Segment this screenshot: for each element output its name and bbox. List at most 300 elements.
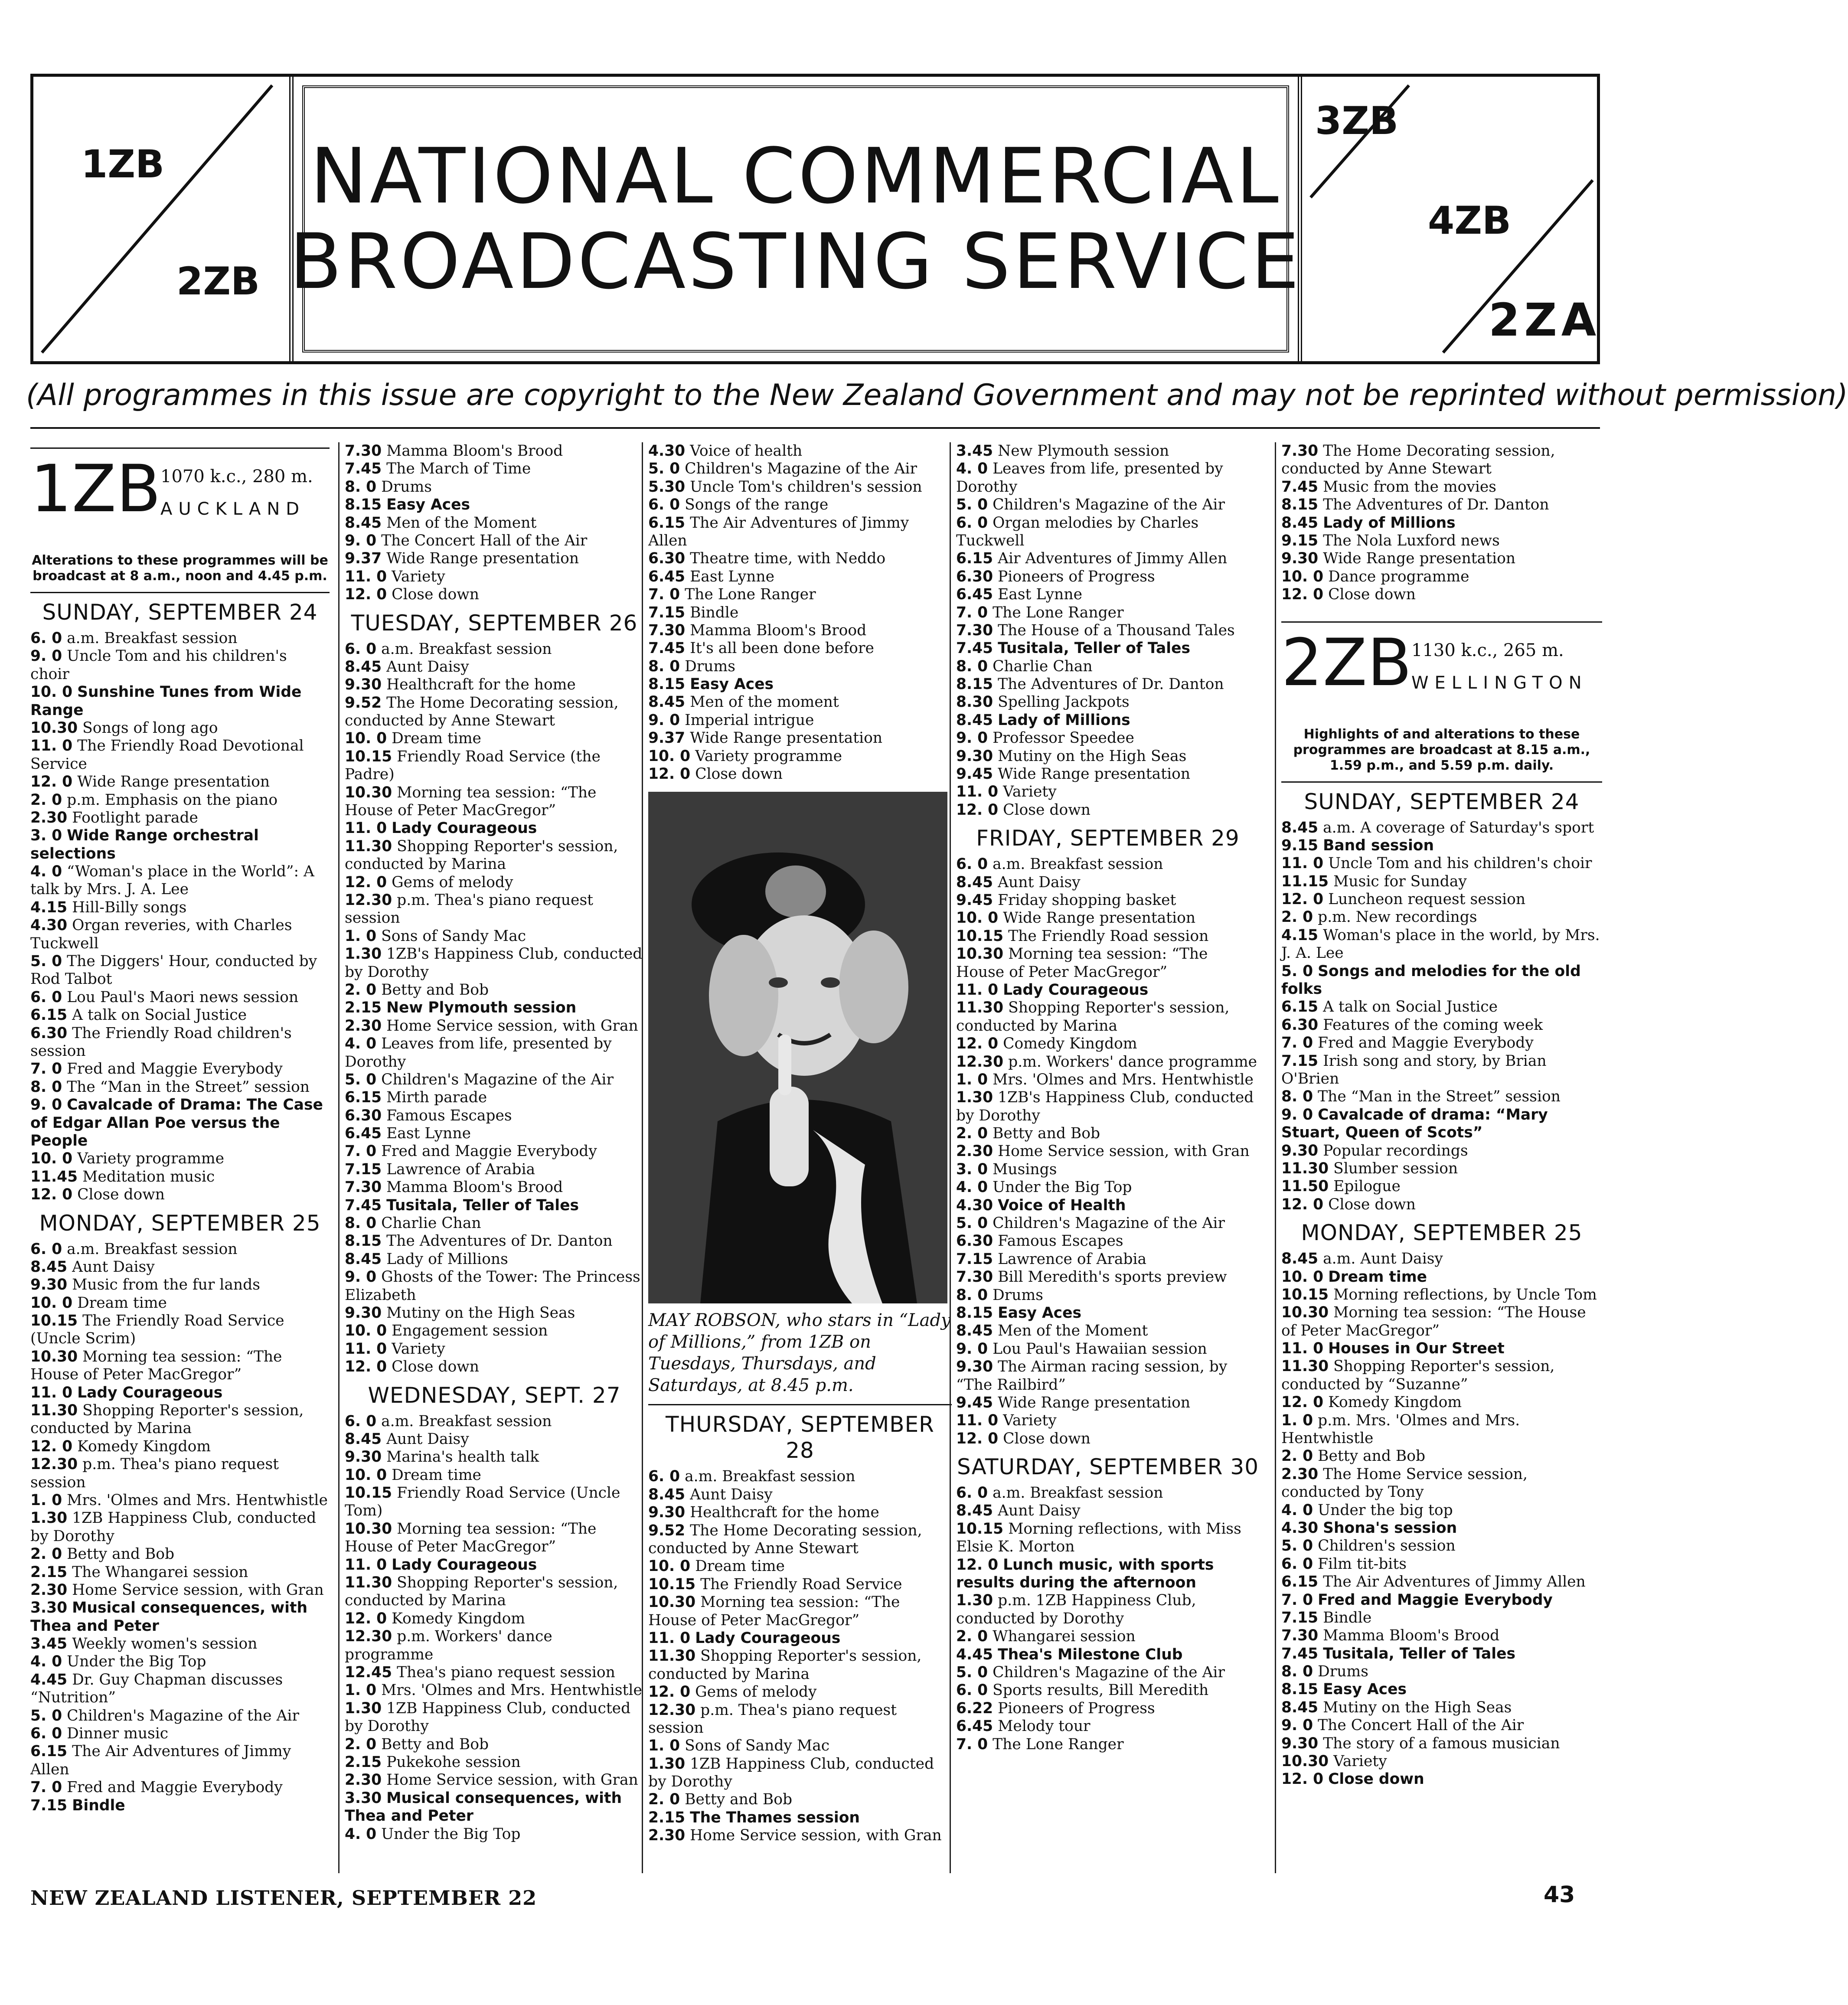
programme-entry — [956, 856, 1260, 873]
programme-entry — [648, 460, 952, 478]
programme-title: Children's Magazine of the Air — [993, 496, 1225, 514]
programme-entry — [30, 809, 330, 827]
programme-entry — [956, 1700, 1260, 1718]
programme-time: 8.45 — [956, 1502, 993, 1520]
programme-time: 1.30 — [956, 1089, 993, 1107]
programme-title: Friendly Road Service (the Padre) — [345, 748, 601, 784]
programme-title: Dinner music — [67, 1725, 169, 1743]
programme-time: 12.45 — [345, 1664, 392, 1681]
programme-entry — [30, 917, 330, 953]
programme-time: 6.15 — [1281, 998, 1319, 1016]
programme-time: 4. 0 — [30, 1653, 62, 1671]
programme-time: 11. 0 — [956, 783, 999, 801]
programme-entry — [956, 1718, 1260, 1735]
divider — [1281, 781, 1602, 783]
programme-entry — [345, 676, 644, 694]
programme-title: Easy Aces — [690, 676, 774, 693]
programme-time: 8. 0 — [1281, 1088, 1313, 1106]
column-2 — [338, 442, 644, 1873]
programme-time: 2.30 — [648, 1827, 686, 1845]
programme-entry — [1281, 442, 1602, 478]
column-3 — [642, 442, 952, 1873]
programme-time: 11. 0 — [648, 1629, 691, 1647]
programme-entry — [345, 1161, 644, 1179]
programme-title: Mutiny on the High Seas — [998, 747, 1187, 765]
programme-time: 2.15 — [345, 999, 382, 1017]
programme-entry — [345, 694, 644, 730]
programme-title: The Adventures of Dr. Danton — [998, 676, 1224, 693]
programme-title: Air Adventures of Jimmy Allen — [998, 550, 1228, 568]
programme-entry — [345, 927, 644, 945]
programme-time: 9.30 — [1281, 1142, 1319, 1159]
programme-time: 8. 0 — [345, 1215, 377, 1232]
programme-time: 2.30 — [345, 1771, 382, 1789]
programme-title: Thea's Milestone Club — [998, 1646, 1183, 1663]
programme-entry — [345, 1071, 644, 1089]
programme-time: 4. 0 — [345, 1825, 377, 1843]
programme-entry — [345, 730, 644, 748]
programme-title: The Nola Luxford news — [1323, 532, 1500, 549]
programme-title: Footlight parade — [72, 809, 198, 826]
programme-entry — [345, 1215, 644, 1232]
programme-title: Betty and Bob — [993, 1125, 1100, 1143]
programme-time: 5. 0 — [648, 460, 680, 478]
programme-title: Under the Big Top — [381, 1825, 521, 1843]
programme-title: Aunt Daisy — [386, 658, 469, 676]
programme-time: 12. 0 — [956, 1430, 999, 1447]
programme-time: 12. 0 — [345, 873, 387, 891]
programme-time: 7.30 — [956, 621, 993, 639]
page-number: 43 — [1544, 1882, 1575, 1908]
schedule-list — [648, 442, 952, 783]
programme-entry — [956, 604, 1260, 622]
programme-time: 6.45 — [648, 568, 686, 585]
programme-time: 2.30 — [30, 809, 68, 826]
programme-title: Musical consequences, with Thea and Peter — [345, 1789, 622, 1825]
programme-title: Songs of the range — [685, 496, 829, 514]
programme-entry — [956, 550, 1260, 568]
programme-entry — [1281, 1663, 1602, 1681]
programme-time: 4. 0 — [956, 1179, 988, 1196]
programme-entry — [1281, 1519, 1602, 1537]
programme-time: 6. 0 — [648, 496, 680, 514]
programme-entry — [1281, 550, 1602, 568]
programme-entry — [648, 1522, 952, 1558]
programme-time: 7.15 — [1281, 1052, 1319, 1070]
programme-time: 12. 0 — [956, 801, 999, 819]
programme-time: 8.45 — [956, 873, 993, 891]
programme-title: Houses in Our Street — [1328, 1340, 1505, 1358]
station-note: Alterations to these programmes will be broadcast at 8 a.m., noon and 4.45 p.m. — [32, 553, 328, 584]
programme-title: The Friendly Road children's session — [30, 1024, 292, 1060]
programme-time: 12.30 — [345, 891, 392, 909]
programme-entry — [956, 1628, 1260, 1646]
programme-time: 10. 0 — [30, 1294, 73, 1312]
programme-time: 12. 0 — [1281, 1394, 1324, 1411]
programme-title: Men of the Moment — [386, 514, 537, 532]
programme-time: 2. 0 — [956, 1125, 988, 1143]
programme-title: Aunt Daisy — [72, 1258, 155, 1276]
programme-time: 6.30 — [956, 568, 993, 585]
programme-time: 11.30 — [345, 837, 392, 855]
programme-title: 1ZB Happiness Club, conducted by Dorothy — [30, 1509, 317, 1545]
programme-title: Children's Magazine of the Air — [381, 1071, 614, 1088]
programme-time: 8.15 — [1281, 496, 1319, 514]
programme-entry — [30, 1797, 330, 1815]
programme-title: Morning tea session: “The House of Peter MacGregor” — [956, 945, 1208, 981]
programme-title: Thea's piano request session — [397, 1664, 615, 1681]
programme-entry — [1281, 1052, 1602, 1088]
programme-entry — [345, 1035, 644, 1071]
station-city: WELLINGTON — [1411, 673, 1588, 693]
programme-entry — [345, 1664, 644, 1682]
programme-entry — [956, 1412, 1260, 1430]
programme-time: 4.45 — [30, 1671, 68, 1688]
programme-entry — [1281, 1088, 1602, 1106]
programme-title: Easy Aces — [1323, 1681, 1407, 1698]
programme-entry — [345, 838, 644, 874]
programme-time: 10.15 — [956, 927, 1004, 945]
programme-title: The Friendly Road Service (Uncle Scrim) — [30, 1312, 284, 1348]
programme-title: The Airman racing session, by “The Railbird” — [956, 1358, 1228, 1394]
programme-time: 1. 0 — [345, 1682, 377, 1699]
programme-entry — [345, 1520, 644, 1556]
programme-title: Band session — [1323, 836, 1434, 854]
programme-time: 8.15 — [345, 1232, 382, 1250]
station-4zb-label: 4ZB — [1428, 198, 1512, 243]
programme-time: 5. 0 — [30, 953, 62, 970]
programme-title: Komedy Kingdom — [392, 1610, 526, 1627]
programme-time: 11. 0 — [956, 981, 999, 999]
programme-title: Variety — [1003, 783, 1057, 801]
programme-time: 12. 0 — [1281, 1195, 1324, 1213]
programme-time: 10.30 — [1281, 1753, 1329, 1770]
programme-entry — [345, 586, 644, 604]
programme-entry — [648, 442, 952, 460]
programme-entry — [345, 1448, 644, 1466]
programme-entry — [345, 1574, 644, 1610]
programme-title: Aunt Daisy — [690, 1486, 773, 1503]
programme-entry — [956, 460, 1260, 496]
programme-title: Dr. Guy Chapman discusses “Nutrition” — [30, 1671, 283, 1707]
programme-time: 7.30 — [345, 442, 382, 460]
day-heading: MONDAY, SEPTEMBER 25 — [39, 1210, 321, 1236]
programme-entry — [956, 676, 1260, 693]
programme-time: 8.45 — [30, 1258, 68, 1276]
programme-time: 3.30 — [30, 1599, 68, 1617]
programme-entry — [648, 1755, 952, 1791]
programme-title: Wide Range presentation — [1323, 550, 1516, 568]
programme-time: 2.15 — [345, 1753, 382, 1771]
programme-entry — [345, 891, 644, 927]
programme-time: 7. 0 — [30, 1060, 62, 1078]
programme-entry — [1281, 1591, 1602, 1609]
station-frequency: 1130 k.c., 265 m. — [1411, 640, 1564, 660]
programme-title: Famous Escapes — [998, 1232, 1123, 1250]
programme-title: Pioneers of Progress — [998, 1699, 1155, 1717]
programme-entry — [1281, 1106, 1602, 1142]
programme-entry — [30, 827, 330, 863]
day-heading: SATURDAY, SEPTEMBER 30 — [957, 1454, 1259, 1480]
programme-time: 1. 0 — [30, 1491, 62, 1509]
programme-time: 4. 0 — [345, 1035, 377, 1053]
programme-entry — [30, 630, 330, 647]
programme-entry — [648, 640, 952, 657]
programme-time: 9.30 — [1281, 550, 1319, 568]
programme-entry — [648, 658, 952, 676]
programme-title: Mutiny on the High Seas — [1323, 1698, 1512, 1716]
programme-entry — [1281, 1268, 1602, 1286]
programme-time: 7.45 — [345, 460, 382, 478]
programme-title: Music from the fur lands — [72, 1276, 260, 1294]
programme-entry — [956, 1287, 1260, 1304]
programme-title: Sports results, Bill Meredith — [993, 1682, 1209, 1699]
programme-entry — [30, 1653, 330, 1671]
programme-title: p.m. Mrs. 'Olmes and Mrs. Hentwhistle — [1281, 1411, 1520, 1447]
programme-entry — [345, 460, 644, 478]
programme-title: The Home Decorating session, conducted by Anne Stewart — [648, 1522, 922, 1557]
programme-entry — [1281, 908, 1602, 926]
programme-time: 6. 0 — [30, 630, 62, 647]
programme-entry — [956, 1071, 1260, 1089]
programme-title: Close down — [695, 765, 783, 783]
programme-entry — [956, 1664, 1260, 1682]
programme-title: Bindle — [72, 1796, 125, 1814]
programme-title: Lawrence of Arabia — [998, 1250, 1147, 1268]
programme-time: 7.30 — [1281, 442, 1319, 460]
programme-title: Mirth parade — [386, 1089, 487, 1107]
programme-time: 7.45 — [648, 640, 686, 657]
programme-entry — [956, 442, 1260, 460]
programme-time: 9.45 — [956, 1394, 993, 1411]
programme-entry — [345, 568, 644, 586]
programme-entry — [956, 1430, 1260, 1448]
programme-title: Close down — [392, 586, 480, 604]
programme-time: 11. 0 — [345, 1340, 387, 1358]
programme-title: Cavalcade of Drama: The Case of Edgar Allan Poe versus the People — [30, 1096, 323, 1149]
programme-title: Shopping Reporter's session, conducted by Marina — [30, 1402, 304, 1437]
programme-time: 8.45 — [345, 1430, 382, 1448]
programme-entry — [30, 1725, 330, 1743]
programme-time: 7. 0 — [956, 1735, 988, 1753]
programme-title: Leaves from life, presented by Dorothy — [345, 1035, 612, 1071]
programme-time: 5. 0 — [956, 1215, 988, 1232]
programme-title: Drums — [685, 657, 735, 675]
programme-time: 11. 0 — [30, 737, 73, 755]
programme-title: A talk on Social Justice — [72, 1006, 247, 1024]
programme-title: Lunch music, with sports results during the afternoon — [956, 1556, 1214, 1592]
programme-entry — [956, 1143, 1260, 1160]
programme-entry — [345, 496, 644, 514]
programme-time: 10. 0 — [956, 909, 999, 927]
programme-title: Men of the Moment — [998, 1322, 1148, 1340]
programme-time: 10.15 — [648, 1575, 696, 1593]
photo-caption: MAY ROBSON, who stars in “Lady of Millions,” from 1ZB on Tuesdays, Thursdays, and Saturdays, at 8.45 p.m. — [648, 1310, 951, 1396]
programme-time: 9.37 — [648, 729, 686, 747]
programme-entry — [345, 820, 644, 837]
programme-entry — [30, 1402, 330, 1438]
programme-title: The Air Adventures of Jimmy Allen — [1323, 1573, 1586, 1591]
programme-entry — [1281, 1412, 1602, 1448]
programme-time: 9.37 — [345, 550, 382, 568]
programme-entry — [648, 1486, 952, 1504]
programme-entry — [956, 1197, 1260, 1215]
schedule-list — [345, 442, 644, 1843]
schedule-list — [648, 1411, 952, 1845]
programme-entry — [1281, 1627, 1602, 1645]
programme-title: The Home Decorating session, conducted by Anne Stewart — [345, 694, 619, 730]
programme-time: 11. 0 — [345, 1556, 387, 1574]
programme-title: The House of a Thousand Tales — [998, 621, 1235, 639]
programme-time: 6.30 — [648, 550, 686, 568]
programme-entry — [956, 496, 1260, 514]
programme-title: Marina's health talk — [386, 1448, 539, 1466]
programme-entry — [345, 1682, 644, 1699]
programme-entry — [1281, 927, 1602, 963]
copyright-notice: (All programmes in this issue are copyright to the New Zealand Government and may not be reprinted without permission) — [26, 378, 1848, 412]
programme-entry — [30, 1258, 330, 1276]
programme-time: 9.52 — [345, 694, 382, 712]
programme-entry — [345, 1358, 644, 1376]
programme-entry — [648, 1683, 952, 1701]
programme-time: 12.30 — [956, 1053, 1004, 1071]
programme-title: p.m. Workers' dance programme — [345, 1628, 552, 1663]
programme-title: Melody tour — [998, 1718, 1091, 1735]
day-heading: THURSDAY, SEPTEMBER 28 — [666, 1412, 934, 1463]
programme-entry — [30, 1006, 330, 1024]
programme-title: Dream time — [77, 1294, 167, 1312]
programme-time: 5. 0 — [956, 496, 988, 514]
programme-title: Healthcraft for the home — [690, 1504, 879, 1522]
programme-time: 2.30 — [1281, 1465, 1319, 1483]
programme-entry — [648, 586, 952, 604]
programme-time: 8.30 — [956, 693, 993, 711]
programme-entry — [345, 550, 644, 568]
programme-title: Komedy Kingdom — [77, 1437, 211, 1455]
programme-entry — [30, 1599, 330, 1635]
programme-title: Dream time — [392, 1466, 481, 1484]
programme-title: Betty and Bob — [381, 1735, 489, 1753]
programme-title: Drums — [1318, 1663, 1368, 1681]
programme-entry — [648, 1558, 952, 1575]
programme-title: Home Service session, with Gran — [72, 1581, 324, 1599]
programme-time: 6.22 — [956, 1699, 993, 1717]
programme-entry — [956, 1682, 1260, 1699]
programme-title: Voice of health — [690, 442, 803, 460]
title-line-1: NATIONAL COMMERCIAL — [310, 131, 1281, 221]
programme-title: Lady of Millions — [386, 1250, 508, 1268]
programme-entry — [1281, 1016, 1602, 1034]
programme-title: Sunshine Tunes from Wide Range — [30, 683, 302, 719]
programme-time: 7. 0 — [1281, 1591, 1313, 1609]
programme-title: Variety — [1003, 1412, 1057, 1430]
programme-time: 5. 0 — [956, 1664, 988, 1681]
programme-title: p.m. Thea's piano request session — [30, 1456, 279, 1491]
programme-entry — [956, 909, 1260, 927]
programme-time: 8.45 — [648, 1486, 686, 1503]
programme-title: It's all been done before — [690, 640, 874, 657]
programme-entry — [648, 712, 952, 729]
programme-title: East Lynne — [998, 586, 1083, 604]
programme-entry — [345, 1628, 644, 1664]
programme-entry — [956, 729, 1260, 747]
programme-entry — [648, 478, 952, 496]
programme-time: 6. 0 — [345, 1412, 377, 1430]
day-heading: WEDNESDAY, SEPT. 27 — [368, 1382, 621, 1408]
programme-time: 6. 0 — [30, 1240, 62, 1258]
programme-title: Dream time — [392, 730, 481, 748]
programme-time: 8.45 — [1281, 1698, 1319, 1716]
programme-entry — [30, 1312, 330, 1348]
programme-entry — [30, 863, 330, 899]
column-1 — [30, 442, 330, 1873]
programme-time: 12. 0 — [956, 1556, 999, 1574]
programme-time: 11.30 — [345, 1574, 392, 1592]
programme-entry — [956, 1304, 1260, 1322]
programme-entry — [956, 891, 1260, 909]
station-header-1zb — [30, 447, 330, 550]
programme-title: Children's session — [1318, 1537, 1456, 1555]
programme-title: Bindle — [1323, 1609, 1372, 1626]
programme-entry — [345, 1089, 644, 1107]
programme-time: 1.30 — [345, 1699, 382, 1717]
programme-title: Wide Range orchestral selections — [30, 827, 259, 862]
programme-entry — [956, 658, 1260, 676]
programme-entry — [1281, 1555, 1602, 1573]
right-station-panel — [1298, 77, 1601, 361]
programme-title: Professor Speedee — [993, 729, 1134, 747]
programme-time: 7. 0 — [30, 1779, 62, 1796]
programme-title: Betty and Bob — [67, 1545, 175, 1563]
programme-entry — [30, 1509, 330, 1545]
schedule-list — [30, 599, 330, 1815]
programme-time: 5.30 — [648, 478, 686, 496]
programme-entry — [648, 1594, 952, 1629]
programme-title: Leaves from life, presented by Dorothy — [956, 460, 1223, 496]
programme-title: Gems of melody — [695, 1683, 817, 1701]
programme-title: The March of Time — [386, 460, 531, 478]
programme-time: 6.30 — [345, 1107, 382, 1124]
divider — [30, 592, 330, 593]
programme-entry — [956, 1358, 1260, 1394]
programme-title: Wide Range presentation — [690, 729, 883, 747]
programme-title: p.m. Emphasis on the piano — [67, 791, 278, 809]
programme-entry — [956, 1251, 1260, 1268]
programme-time: 8.45 — [1281, 819, 1319, 836]
programme-time: 10.30 — [1281, 1304, 1329, 1322]
station-call-sign: 1ZB — [30, 451, 161, 527]
programme-entry — [345, 1556, 644, 1574]
programme-time: 11.30 — [30, 1402, 78, 1420]
programme-time: 9.15 — [1281, 836, 1319, 854]
programme-entry — [956, 712, 1260, 729]
programme-title: Cavalcade of drama: “Mary Stuart, Queen of Scots” — [1281, 1106, 1548, 1142]
programme-title: a.m. Breakfast session — [67, 1240, 238, 1258]
programme-entry — [345, 1304, 644, 1322]
programme-entry — [1281, 1358, 1602, 1394]
programme-entry — [956, 1268, 1260, 1286]
programme-title: Tusitala, Teller of Tales — [386, 1196, 579, 1214]
programme-entry — [956, 765, 1260, 783]
programme-time: 8. 0 — [30, 1078, 62, 1096]
programme-entry — [956, 1520, 1260, 1556]
programme-time: 6. 0 — [345, 640, 377, 658]
station-call-sign: 2ZB — [1281, 625, 1412, 701]
programme-time: 1.30 — [648, 1755, 686, 1773]
programme-time: 3. 0 — [956, 1160, 988, 1178]
programme-title: 1ZB Happiness Club, conducted by Dorothy — [648, 1755, 934, 1791]
programme-entry — [345, 1179, 644, 1196]
